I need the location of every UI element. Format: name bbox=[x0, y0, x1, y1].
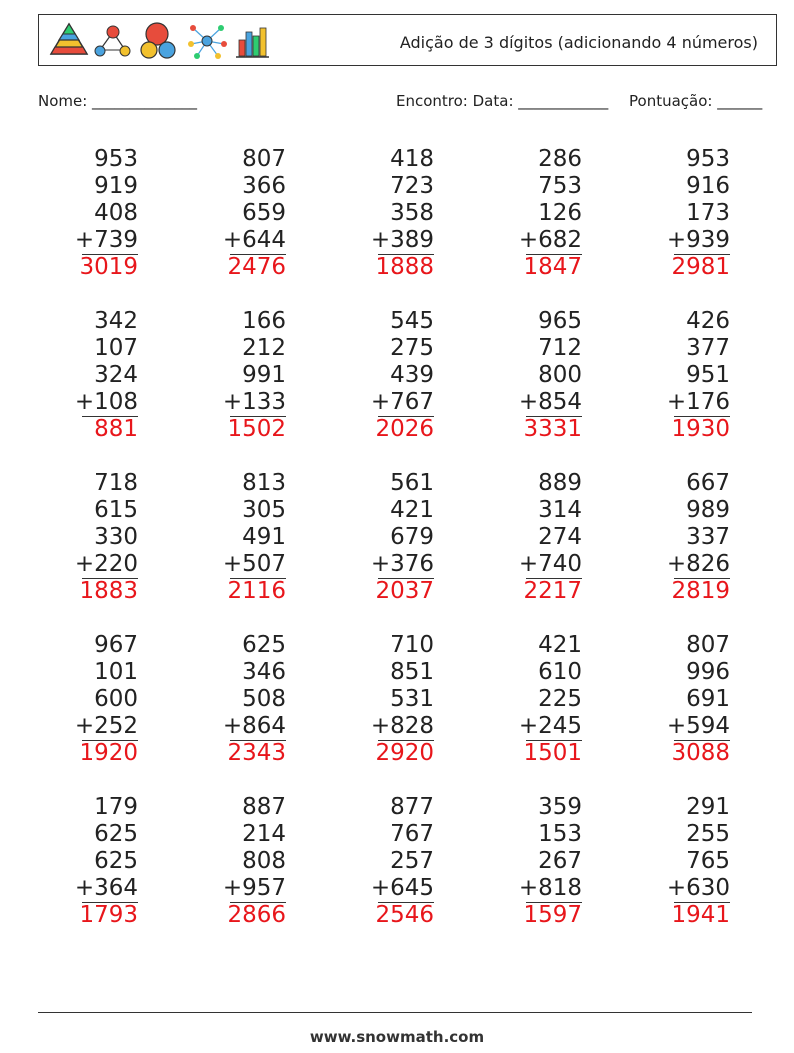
addend: 953 bbox=[686, 146, 730, 172]
addend: 426 bbox=[686, 308, 730, 334]
answer: 3331 bbox=[523, 416, 582, 442]
addend: 179 bbox=[94, 794, 138, 820]
addend: 126 bbox=[538, 200, 582, 226]
sum-line bbox=[526, 578, 582, 579]
addend-with-plus: +939 bbox=[666, 227, 730, 253]
addend: 807 bbox=[242, 146, 286, 172]
addend-with-plus: +682 bbox=[518, 227, 582, 253]
addend: 600 bbox=[94, 686, 138, 712]
tree-diagram-icon bbox=[95, 26, 130, 56]
sum-line bbox=[378, 254, 434, 255]
sum-line bbox=[526, 416, 582, 417]
addend: 274 bbox=[538, 524, 582, 550]
addend: 753 bbox=[538, 173, 582, 199]
answer: 1597 bbox=[523, 902, 582, 928]
addend-with-plus: +108 bbox=[74, 389, 138, 415]
answer: 2866 bbox=[227, 902, 286, 928]
addition-problem bbox=[186, 632, 286, 767]
sum-line bbox=[378, 740, 434, 741]
addend: 439 bbox=[390, 362, 434, 388]
sum-line bbox=[230, 416, 286, 417]
addend: 275 bbox=[390, 335, 434, 361]
sum-line bbox=[674, 740, 730, 741]
answer: 2981 bbox=[671, 254, 730, 280]
sum-line bbox=[526, 740, 582, 741]
addend: 377 bbox=[686, 335, 730, 361]
addend: 421 bbox=[538, 632, 582, 658]
addend: 531 bbox=[390, 686, 434, 712]
addend: 418 bbox=[390, 146, 434, 172]
sum-line bbox=[230, 254, 286, 255]
addend-with-plus: +133 bbox=[222, 389, 286, 415]
addend: 625 bbox=[94, 848, 138, 874]
addition-problem bbox=[38, 794, 138, 929]
addend-with-plus: +252 bbox=[74, 713, 138, 739]
sum-line bbox=[230, 578, 286, 579]
answer: 2819 bbox=[671, 578, 730, 604]
answer: 2116 bbox=[227, 578, 286, 604]
addition-problem bbox=[38, 632, 138, 767]
addend: 173 bbox=[686, 200, 730, 226]
addend: 808 bbox=[242, 848, 286, 874]
addend: 851 bbox=[390, 659, 434, 685]
addend: 166 bbox=[242, 308, 286, 334]
answer: 1920 bbox=[79, 740, 138, 766]
addition-problem bbox=[186, 794, 286, 929]
sum-line bbox=[674, 578, 730, 579]
addend-with-plus: +594 bbox=[666, 713, 730, 739]
addition-problem bbox=[482, 632, 582, 767]
answer: 881 bbox=[94, 416, 138, 442]
addend: 691 bbox=[686, 686, 730, 712]
addition-problem bbox=[482, 146, 582, 281]
addend: 359 bbox=[538, 794, 582, 820]
addend-with-plus: +739 bbox=[74, 227, 138, 253]
addend: 225 bbox=[538, 686, 582, 712]
addend: 965 bbox=[538, 308, 582, 334]
answer: 1883 bbox=[79, 578, 138, 604]
addend: 889 bbox=[538, 470, 582, 496]
addend: 887 bbox=[242, 794, 286, 820]
addition-problem bbox=[334, 794, 434, 929]
addend: 679 bbox=[390, 524, 434, 550]
bar-chart-icon bbox=[236, 28, 269, 57]
addend: 257 bbox=[390, 848, 434, 874]
footer-divider bbox=[38, 1012, 752, 1013]
addition-problem bbox=[334, 146, 434, 281]
addition-problem bbox=[630, 470, 730, 605]
addend: 625 bbox=[242, 632, 286, 658]
addend: 877 bbox=[390, 794, 434, 820]
score-field[interactable]: Pontuação: ______ bbox=[629, 92, 763, 110]
addend: 286 bbox=[538, 146, 582, 172]
addition-problem bbox=[630, 632, 730, 767]
answer: 1502 bbox=[227, 416, 286, 442]
addend: 807 bbox=[686, 632, 730, 658]
addition-problem bbox=[334, 470, 434, 605]
addend-with-plus: +828 bbox=[370, 713, 434, 739]
answer: 2920 bbox=[375, 740, 434, 766]
sum-line bbox=[230, 902, 286, 903]
answer: 2026 bbox=[375, 416, 434, 442]
addition-problem bbox=[186, 146, 286, 281]
sum-line bbox=[82, 902, 138, 903]
addend: 667 bbox=[686, 470, 730, 496]
addend: 291 bbox=[686, 794, 730, 820]
answer: 1501 bbox=[523, 740, 582, 766]
sum-line bbox=[526, 902, 582, 903]
addition-problem bbox=[186, 470, 286, 605]
answer: 1930 bbox=[671, 416, 730, 442]
sum-line bbox=[82, 416, 138, 417]
sum-line bbox=[378, 578, 434, 579]
addend: 314 bbox=[538, 497, 582, 523]
addend: 101 bbox=[94, 659, 138, 685]
addend-with-plus: +854 bbox=[518, 389, 582, 415]
date-field[interactable]: Encontro: Data: ____________ bbox=[396, 92, 609, 110]
addend-with-plus: +864 bbox=[222, 713, 286, 739]
sum-line bbox=[526, 254, 582, 255]
addend: 267 bbox=[538, 848, 582, 874]
addend-with-plus: +740 bbox=[518, 551, 582, 577]
addition-problem bbox=[186, 308, 286, 443]
addend: 710 bbox=[390, 632, 434, 658]
addend: 508 bbox=[242, 686, 286, 712]
addend: 712 bbox=[538, 335, 582, 361]
addition-problem bbox=[630, 794, 730, 929]
addend: 408 bbox=[94, 200, 138, 226]
addition-problem bbox=[334, 632, 434, 767]
addend-with-plus: +176 bbox=[666, 389, 730, 415]
answer: 2037 bbox=[375, 578, 434, 604]
addend: 324 bbox=[94, 362, 138, 388]
addend-with-plus: +364 bbox=[74, 875, 138, 901]
addend-with-plus: +389 bbox=[370, 227, 434, 253]
worksheet-header bbox=[38, 14, 777, 66]
logo-strip bbox=[45, 20, 270, 62]
addend-with-plus: +826 bbox=[666, 551, 730, 577]
sum-line bbox=[378, 902, 434, 903]
answer: 1793 bbox=[79, 902, 138, 928]
worksheet-title: Adição de 3 dígitos (adicionando 4 números) bbox=[399, 33, 758, 52]
addend: 366 bbox=[242, 173, 286, 199]
addend: 615 bbox=[94, 497, 138, 523]
addition-problem bbox=[38, 308, 138, 443]
addition-problem bbox=[38, 146, 138, 281]
addend: 765 bbox=[686, 848, 730, 874]
addend: 153 bbox=[538, 821, 582, 847]
sum-line bbox=[674, 254, 730, 255]
answer: 2476 bbox=[227, 254, 286, 280]
network-icon bbox=[188, 25, 227, 59]
addend-with-plus: +376 bbox=[370, 551, 434, 577]
addend-with-plus: +220 bbox=[74, 551, 138, 577]
addend: 953 bbox=[94, 146, 138, 172]
addend: 919 bbox=[94, 173, 138, 199]
addend: 491 bbox=[242, 524, 286, 550]
addend: 255 bbox=[686, 821, 730, 847]
addend-with-plus: +767 bbox=[370, 389, 434, 415]
addend: 800 bbox=[538, 362, 582, 388]
addend: 659 bbox=[242, 200, 286, 226]
addend: 996 bbox=[686, 659, 730, 685]
addend: 305 bbox=[242, 497, 286, 523]
addition-problem bbox=[482, 308, 582, 443]
addend: 421 bbox=[390, 497, 434, 523]
addend-with-plus: +644 bbox=[222, 227, 286, 253]
addend: 342 bbox=[94, 308, 138, 334]
sum-line bbox=[674, 902, 730, 903]
sum-line bbox=[82, 578, 138, 579]
problem-grid bbox=[38, 146, 778, 956]
circles-icon bbox=[141, 23, 175, 58]
addend-with-plus: +245 bbox=[518, 713, 582, 739]
addition-problem bbox=[482, 470, 582, 605]
sum-line bbox=[82, 740, 138, 741]
pyramid-icon bbox=[51, 24, 87, 54]
addend-with-plus: +507 bbox=[222, 551, 286, 577]
addend: 561 bbox=[390, 470, 434, 496]
sum-line bbox=[674, 416, 730, 417]
addend: 991 bbox=[242, 362, 286, 388]
addend: 346 bbox=[242, 659, 286, 685]
addend-with-plus: +818 bbox=[518, 875, 582, 901]
addend: 107 bbox=[94, 335, 138, 361]
addend: 916 bbox=[686, 173, 730, 199]
name-field[interactable]: Nome: ______________ bbox=[38, 92, 198, 110]
addend: 214 bbox=[242, 821, 286, 847]
addition-problem bbox=[334, 308, 434, 443]
addend: 625 bbox=[94, 821, 138, 847]
answer: 1941 bbox=[671, 902, 730, 928]
addend-with-plus: +645 bbox=[370, 875, 434, 901]
addend: 951 bbox=[686, 362, 730, 388]
sum-line bbox=[82, 254, 138, 255]
addition-problem bbox=[630, 146, 730, 281]
footer-site: www.snowmath.com bbox=[309, 1028, 485, 1046]
addend: 610 bbox=[538, 659, 582, 685]
sum-line bbox=[230, 740, 286, 741]
addend: 813 bbox=[242, 470, 286, 496]
addend: 545 bbox=[390, 308, 434, 334]
answer: 2343 bbox=[227, 740, 286, 766]
addend: 337 bbox=[686, 524, 730, 550]
addend: 330 bbox=[94, 524, 138, 550]
answer: 3088 bbox=[671, 740, 730, 766]
sum-line bbox=[378, 416, 434, 417]
addition-problem bbox=[38, 470, 138, 605]
answer: 2546 bbox=[375, 902, 434, 928]
addend: 723 bbox=[390, 173, 434, 199]
addend: 212 bbox=[242, 335, 286, 361]
addition-problem bbox=[630, 308, 730, 443]
answer: 2217 bbox=[523, 578, 582, 604]
addend: 718 bbox=[94, 470, 138, 496]
addend-with-plus: +630 bbox=[666, 875, 730, 901]
answer: 3019 bbox=[79, 254, 138, 280]
addition-problem bbox=[482, 794, 582, 929]
addend: 767 bbox=[390, 821, 434, 847]
answer: 1847 bbox=[523, 254, 582, 280]
addend: 989 bbox=[686, 497, 730, 523]
addend-with-plus: +957 bbox=[222, 875, 286, 901]
addend: 967 bbox=[94, 632, 138, 658]
addend: 358 bbox=[390, 200, 434, 226]
answer: 1888 bbox=[375, 254, 434, 280]
